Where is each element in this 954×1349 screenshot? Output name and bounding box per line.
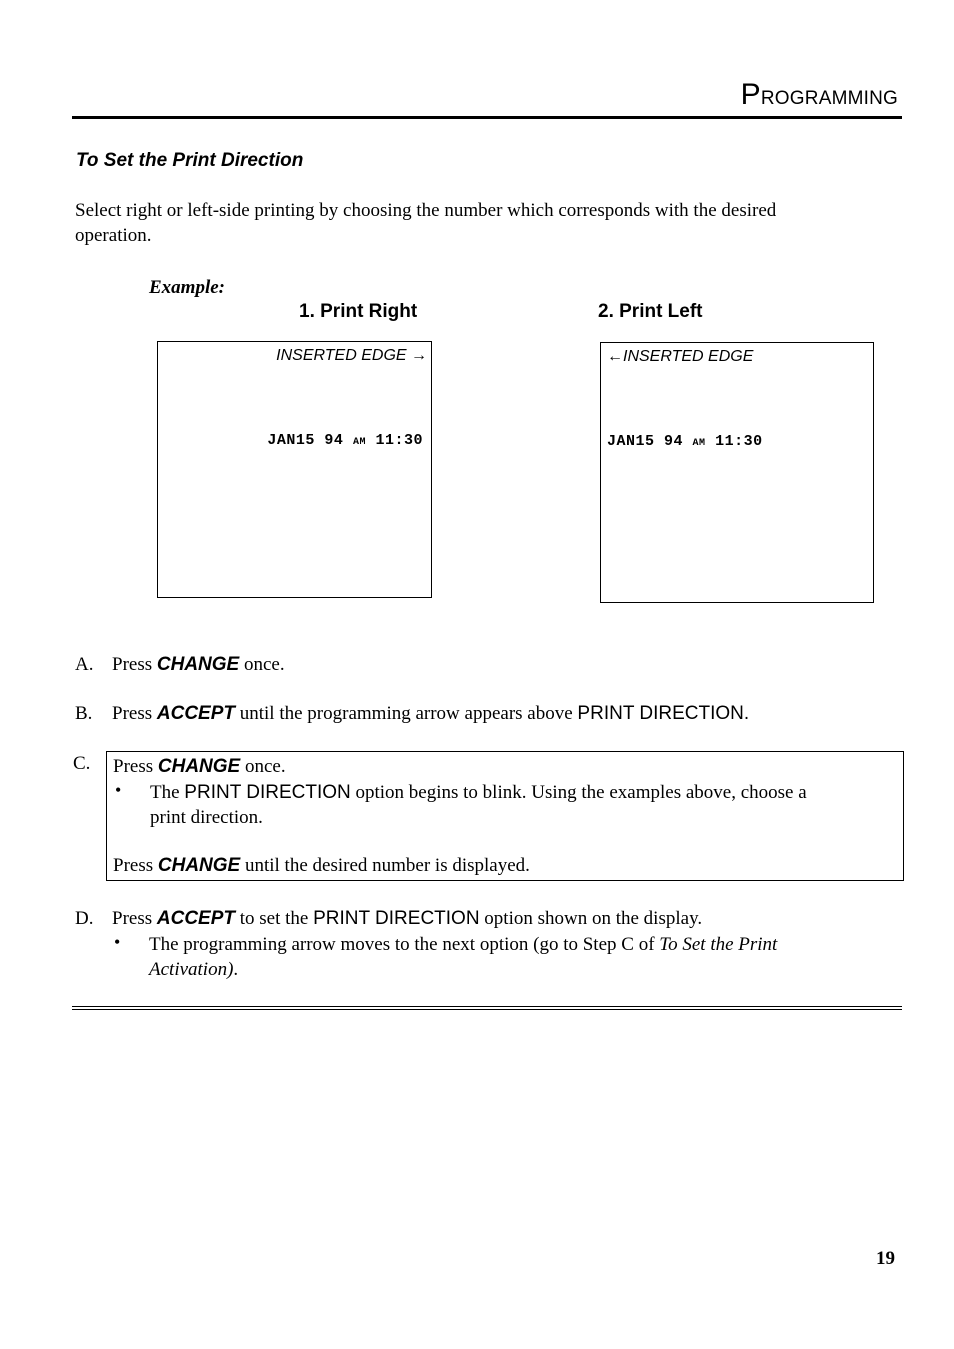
step-letter: B. — [75, 703, 93, 724]
key-change: CHANGE — [156, 654, 240, 675]
intro-paragraph: Select right or left-side printing by choosing the number which corresponds with the desired operation. — [75, 200, 777, 246]
step-text: Press CHANGE until the desired number is displayed. — [113, 855, 530, 876]
option-name: PRINT DIRECTION — [313, 908, 480, 929]
bullet-text: The programming arrow moves to the next option (go to Step C of To Set the Print — [149, 934, 778, 955]
step-letter: D. — [75, 908, 94, 929]
print-left-ticket — [600, 342, 874, 603]
key-change: CHANGE — [157, 855, 241, 876]
step-letter: C. — [73, 753, 91, 774]
page-number: 19 — [876, 1248, 895, 1269]
inserted-edge-label: ←INSERTED EDGE — [607, 348, 754, 365]
step-letter: A. — [75, 654, 94, 675]
step-text: Press CHANGE once. — [113, 756, 286, 777]
option-name: PRINT DIRECTION. — [577, 703, 750, 724]
page-header — [72, 78, 902, 119]
bullet-icon: • — [114, 932, 121, 952]
key-change: CHANGE — [157, 756, 241, 777]
step-a — [0, 652, 954, 678]
inserted-edge-label: INSERTED EDGE → — [276, 347, 427, 364]
cross-reference: Activation) — [149, 959, 234, 980]
bullet-text-continued: Activation). — [149, 959, 239, 980]
step-c-box — [106, 751, 904, 881]
step-d — [0, 906, 954, 932]
print-right-caption: 1. Print Right — [299, 301, 418, 322]
step-text: Press CHANGE once. — [112, 654, 285, 675]
step-text: Press ACCEPT to set the PRINT DIRECTION option shown on the display. — [112, 908, 703, 929]
print-right-ticket — [157, 341, 432, 598]
date-time-stamp: JAN15 94 AM 11:30 — [267, 432, 423, 449]
option-name: PRINT DIRECTION — [184, 782, 351, 803]
print-left-caption: 2. Print Left — [598, 301, 703, 322]
section-title: To Set the Print Direction — [76, 150, 304, 171]
cross-reference: To Set the Print — [659, 934, 778, 955]
bullet-text-continued: print direction. — [150, 807, 263, 828]
key-accept: ACCEPT — [156, 908, 235, 929]
footer-rule — [72, 1006, 902, 1010]
key-accept: ACCEPT — [156, 703, 235, 724]
example-label: Example: — [149, 277, 225, 298]
date-time-stamp: JAN15 94 AM 11:30 — [607, 433, 763, 450]
bullet-text: The PRINT DIRECTION option begins to blink. Using the examples above, choose a — [150, 782, 807, 803]
chapter-title: PROGRAMMING — [740, 78, 898, 111]
bullet-icon: • — [115, 780, 122, 800]
step-text: Press ACCEPT until the programming arrow appears above PRINT DIRECTION. — [112, 703, 750, 724]
step-b — [0, 701, 954, 727]
